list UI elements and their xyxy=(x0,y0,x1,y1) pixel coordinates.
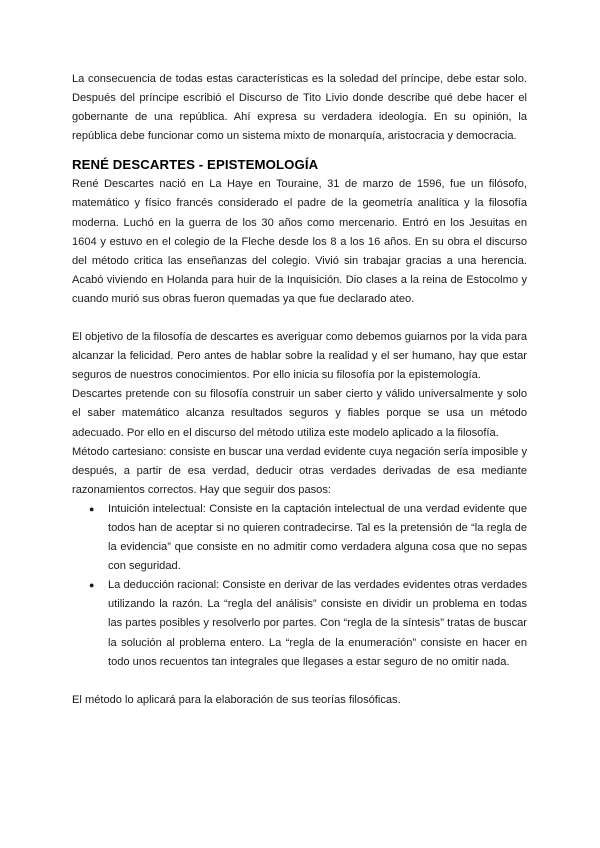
list-item xyxy=(72,576,527,671)
spacer xyxy=(72,672,527,691)
intro-paragraph: La consecuencia de todas estas características es la soledad del príncipe, debe estar solo. Después del príncipe escribió el Discurso de Tito Livio donde describe qué debe hacer el gobernante de una república. Ahí expresa su verdadera ideología. En su opinión, la república debe funcionar como un sistema mixto de monarquía, aristocracia y democracia. xyxy=(72,73,527,143)
bullet-text-intuition: Intuición intelectual: Consiste en la captación intelectual de una verdad evidente que todos han de aceptar si no quieren contradecirse. Tal es la pretensión de “la regla de la evidencia” que consiste en no admitir como verdadera alguna cosa que no sepas con seguridad. xyxy=(108,502,527,573)
spacer xyxy=(72,309,527,328)
section-heading: RENÉ DESCARTES - EPISTEMOLOGÍA xyxy=(72,157,319,173)
spacer xyxy=(72,146,527,156)
bullet-icon: ● xyxy=(89,580,95,591)
closing-paragraph: El método lo aplicará para la elaboración de sus teorías filosóficas. xyxy=(72,693,401,706)
list-item xyxy=(72,500,527,576)
objective-paragraph: El objetivo de la filosofía de descartes es averiguar como debemos guiarnos por la vida para alcanzar la felicidad. Pero antes de hablar sobre la realidad y el ser humano, hay que estar seguros de nuestros conocimientos. Por ello inicia su filosofía por la epistemología. xyxy=(72,331,527,382)
bullet-text-deduction: La deducción racional: Consiste en derivar de las verdades evidentes otras verdades utilizando la razón. La “regla del análisis” consiste en dividir un problema en todas las partes posibles y resolverlo por partes. Con “regla de la síntesis” tratas de buscar la solución al problema entero. La “regla de la enumeración” consiste en hacer en todo unos recuentos tan integrales que llegases a estar seguro de no omitir nada. xyxy=(108,579,527,668)
bio-paragraph: René Descartes nació en La Haye en Touraine, 31 de marzo de 1596, fue un filósofo, matemático y físico francés considerado el padre de la geometría analítica y la filosofía moderna. Luchó en la guerra de los 30 años como mercenario. Entró en los Jesuitas en 1604 y estuvo en el colegio de la Fleche desde los 8 a los 16 años. En su obra el discurso del método critica las enseñanzas del colegio. Vivió sin trabajar gracias a una herencia. Acabó viviendo en Holanda para huir de la Inquisición. Dio clases a la reina de Estocolmo y cuando murió sus obras fueron quemadas ya que fue declarado ateo. xyxy=(72,178,527,305)
steps-list xyxy=(72,500,527,672)
cartesian-method-paragraph: Método cartesiano: consiste en buscar una verdad evidente cuya negación sería imposible y después, a partir de esa verdad, deducir otras verdades derivadas de esa mediante razonamientos correctos. Hay que seguir dos pasos: xyxy=(72,445,527,496)
document-page xyxy=(72,70,527,710)
method-paragraph: Descartes pretende con su filosofía construir un saber cierto y válido universalmente y solo el saber matemático alcanza resultados seguros y fiables porque se usa un método adecuado. Por ello en el discurso del método utiliza este modelo aplicado a la filosofía. xyxy=(72,388,527,439)
bullet-icon: ● xyxy=(89,503,95,514)
